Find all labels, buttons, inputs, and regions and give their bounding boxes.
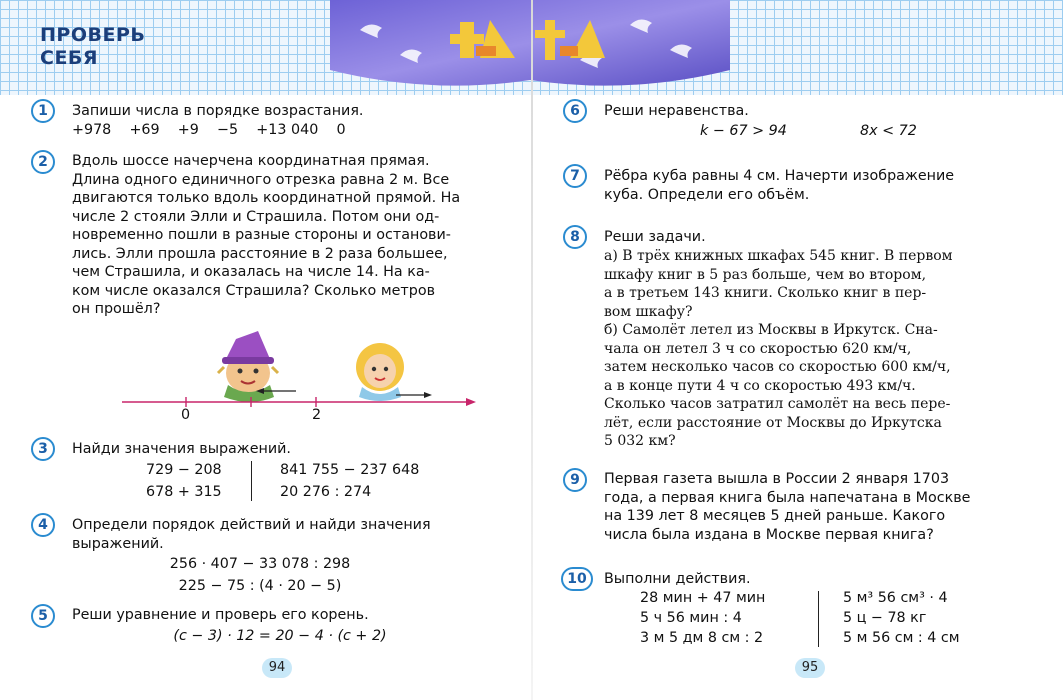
- task-8a-line: а) В трёх книжных шкафах 545 книг. В первом: [604, 248, 953, 264]
- page-title-line-1: ПРОВЕРЬ: [40, 24, 146, 46]
- task-5-text: Реши уравнение и проверь его корень.: [72, 607, 369, 623]
- task-10-expression: 5 м 56 см : 4 см: [843, 630, 960, 646]
- task-8a-line: а в третьем 143 книги. Сколько книг в пер-: [604, 285, 927, 301]
- task-10-divider: [818, 591, 819, 647]
- task-10-expression: 5 м³ 56 см³ · 4: [843, 590, 948, 606]
- task-number-6: 6: [563, 99, 587, 123]
- task-8b-line: чала он летел 3 ч со скоростью 620 км/ч,: [604, 340, 912, 357]
- axis-label-two: 2: [312, 407, 322, 423]
- task-10-expression: 5 ц − 78 кг: [843, 610, 927, 626]
- task-4-line: Определи порядок действий и найди значения: [72, 517, 431, 533]
- task-6-inequality: 8x < 72: [860, 123, 917, 139]
- task-6-inequality: k − 67 > 94: [700, 123, 787, 139]
- task-9-line: года, а первая книга была напечатана в Москве: [604, 489, 971, 506]
- task-8-text: Реши задачи.: [604, 229, 706, 245]
- task-2-line: числе 2 стояли Элли и Страшила. Потом они од-: [72, 208, 440, 225]
- task-9-line: Первая газета вышла в России 2 января 1703: [604, 471, 950, 487]
- task-9-line: числа была издана в Москве первая книга?: [604, 526, 934, 543]
- task-6-text: Реши неравенства.: [604, 103, 749, 119]
- task-10-text: Выполни действия.: [604, 571, 751, 587]
- task-8a-line: вом шкафу?: [604, 303, 693, 320]
- task-8b-line: а в конце пути 4 ч со скоростью 493 км/ч.: [604, 377, 916, 394]
- task-3-expression: 729 − 208: [146, 462, 222, 478]
- task-7-line: куба. Определи его объём.: [604, 186, 810, 203]
- task-number-3: 3: [31, 437, 55, 461]
- task-8b-line: затем несколько часов со скоростью 600 км/ч,: [604, 359, 951, 375]
- task-8b-line: б) Самолёт летел из Москвы в Иркутск. Сна-: [604, 322, 938, 338]
- page-title-line-2: СЕБЯ: [40, 47, 99, 69]
- task-2-line: лись. Элли прошла расстояние в 2 раза большее,: [72, 245, 448, 262]
- task-number-8: 8: [563, 225, 587, 249]
- ellie-character-icon: [356, 343, 404, 401]
- task-3-expression: 841 755 − 237 648: [280, 462, 420, 478]
- task-3-text: Найди значения выражений.: [72, 441, 291, 457]
- task-4-expression: 256 · 407 − 33 078 : 298: [169, 556, 351, 572]
- task-2-line: двигаются только вдоль координатной прямой. На: [72, 190, 461, 206]
- task-8b-line: Сколько часов затратил самолёт на весь пере-: [604, 396, 951, 412]
- task-8b-line: лёт, если расстояние от Москвы до Иркутска: [604, 414, 942, 431]
- page-number-left: 94: [262, 658, 292, 678]
- task-number-9: 9: [563, 468, 587, 492]
- header-decorative-banner-icon: [330, 0, 730, 92]
- task-2-line: чем Страшила, и оказалась на числе 14. На ка-: [72, 264, 430, 280]
- task-8a-line: шкафу книг в 5 раз больше, чем во втором,: [604, 266, 927, 283]
- task-7-line: Рёбра куба равны 4 см. Начерти изображение: [604, 168, 955, 184]
- task-number-2: 2: [31, 150, 55, 174]
- task-number-5: 5: [31, 604, 55, 628]
- task-2-line: Длина одного единичного отрезка равна 2 м. Все: [72, 171, 450, 188]
- task-1-numbers: +978 +69 +9 −5 +13 040 0: [72, 122, 346, 138]
- task-4-line: выражений.: [72, 535, 164, 552]
- task-3-expression: 20 276 : 274: [280, 484, 372, 500]
- axis-label-zero: 0: [181, 407, 191, 423]
- page-spine: [531, 0, 533, 700]
- task-2-line: новременно пошли в разные стороны и останови-: [72, 227, 451, 243]
- task-number-1: 1: [31, 99, 55, 123]
- task-2-line: он прошёл?: [72, 301, 161, 317]
- task-number-4: 4: [31, 513, 55, 537]
- task-10-expression: 28 мин + 47 мин: [640, 590, 766, 606]
- task-4-expression: 225 − 75 : (4 · 20 − 5): [178, 578, 342, 594]
- task-3-expression: 678 + 315: [146, 484, 222, 500]
- task-2-line: ком числе оказался Страшила? Сколько метров: [72, 282, 436, 299]
- task-2-line: Вдоль шоссе начерчена координатная прямая.: [72, 153, 430, 169]
- task-10-expression: 5 ч 56 мин : 4: [640, 610, 742, 626]
- page-title: [40, 24, 145, 70]
- page-number-right: 95: [795, 658, 825, 678]
- task-8b-line: 5 032 км?: [604, 433, 676, 449]
- task-9-line: на 139 лет 8 месяцев 5 дней раньше. Какого: [604, 508, 946, 524]
- task-3-divider: [251, 461, 252, 501]
- task-1-text: Запиши числа в порядке возрастания.: [72, 103, 364, 119]
- task-5-equation: (c − 3) · 12 = 20 − 4 · (c + 2): [173, 628, 387, 644]
- number-line-illustration: [118, 325, 483, 425]
- task-number-10: 10: [561, 567, 593, 591]
- task-10-expression: 3 м 5 дм 8 см : 2: [640, 630, 764, 646]
- task-number-7: 7: [563, 164, 587, 188]
